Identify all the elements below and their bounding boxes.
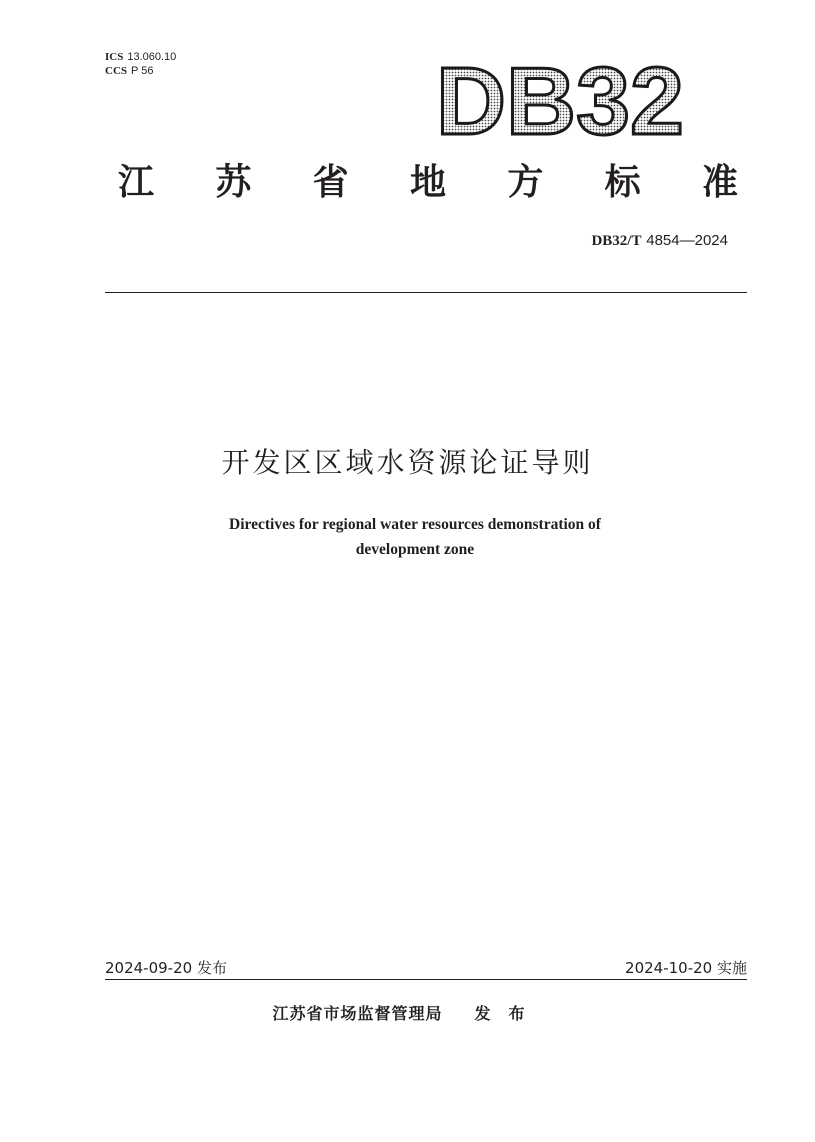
document-title-en <box>150 512 680 562</box>
release-date: 2024-09-20 发布 <box>105 959 227 977</box>
ics-value: 13.060.10 <box>127 51 177 63</box>
document-title-cn: 开发区区域水资源论证导则 <box>221 446 594 479</box>
document-title-en-line2: development zone <box>355 541 475 558</box>
db32-logo-text: DB32 <box>436 56 684 140</box>
ccs-value: P 56 <box>131 65 154 77</box>
standard-type-char: 准 <box>701 162 738 203</box>
standard-type-char: 方 <box>507 162 544 203</box>
issuer-organization: 江苏省市场监督管理局 <box>272 1004 443 1023</box>
standard-type-char: 省 <box>312 162 349 203</box>
standard-code <box>591 230 728 251</box>
header-divider <box>105 292 747 293</box>
implementation-date: 2024-10-20 实施 <box>625 959 747 977</box>
issuer-line <box>0 1003 815 1025</box>
standard-code-number: 4854—2024 <box>646 232 728 249</box>
standard-type-char: 苏 <box>215 162 252 203</box>
ics-row <box>105 50 176 64</box>
standard-type-char: 标 <box>604 162 641 203</box>
standard-type-char: 地 <box>409 162 446 203</box>
ics-label: ICS <box>105 51 124 63</box>
document-title-en-line1: Directives for regional water resources demonstration of <box>229 516 601 533</box>
footer-divider <box>105 979 747 980</box>
issuer-action: 发布 <box>474 1004 543 1023</box>
standard-code-prefix: DB32/T <box>591 233 642 249</box>
db32-logo <box>436 56 686 140</box>
standard-type-char: 江 <box>118 162 155 203</box>
ccs-label: CCS <box>105 65 128 77</box>
ccs-row <box>105 64 176 78</box>
standard-type-heading <box>118 160 738 206</box>
classification-block <box>105 50 176 78</box>
